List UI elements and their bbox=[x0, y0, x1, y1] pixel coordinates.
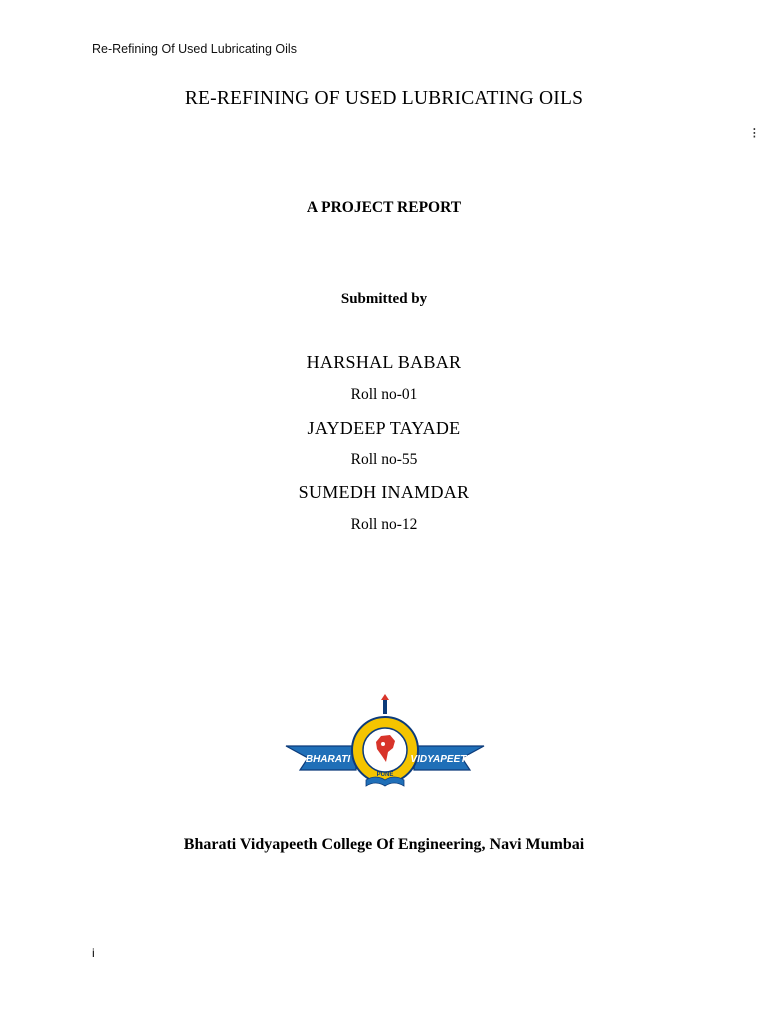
institution-name: Bharati Vidyapeeth College Of Engineering, Navi Mumbai bbox=[183, 836, 585, 853]
author-roll: Roll no-55 bbox=[350, 451, 418, 468]
running-header: Re-Refining Of Used Lubricating Oils bbox=[92, 42, 297, 56]
author-name: SUMEDH INAMDAR bbox=[298, 482, 470, 502]
logo-emblem bbox=[282, 694, 488, 792]
author-roll: Roll no-01 bbox=[350, 386, 418, 403]
author-name: JAYDEEP TAYADE bbox=[307, 418, 461, 438]
author-roll: Roll no-12 bbox=[350, 516, 418, 533]
institution-logo bbox=[282, 694, 488, 792]
submitted-by-label: Submitted by bbox=[340, 291, 428, 307]
report-title: RE-REFINING OF USED LUBRICATING OILS bbox=[184, 88, 584, 109]
logo-right-text: VIDYAPEETH bbox=[410, 754, 474, 765]
report-subtitle: A PROJECT REPORT bbox=[306, 199, 462, 216]
page-number: i bbox=[92, 946, 95, 960]
logo-bottom-text: PUNE bbox=[376, 772, 394, 778]
author-name: HARSHAL BABAR bbox=[306, 352, 462, 372]
edge-mark: ⁝ bbox=[752, 124, 757, 142]
logo-left-text: BHARATI bbox=[305, 754, 351, 765]
